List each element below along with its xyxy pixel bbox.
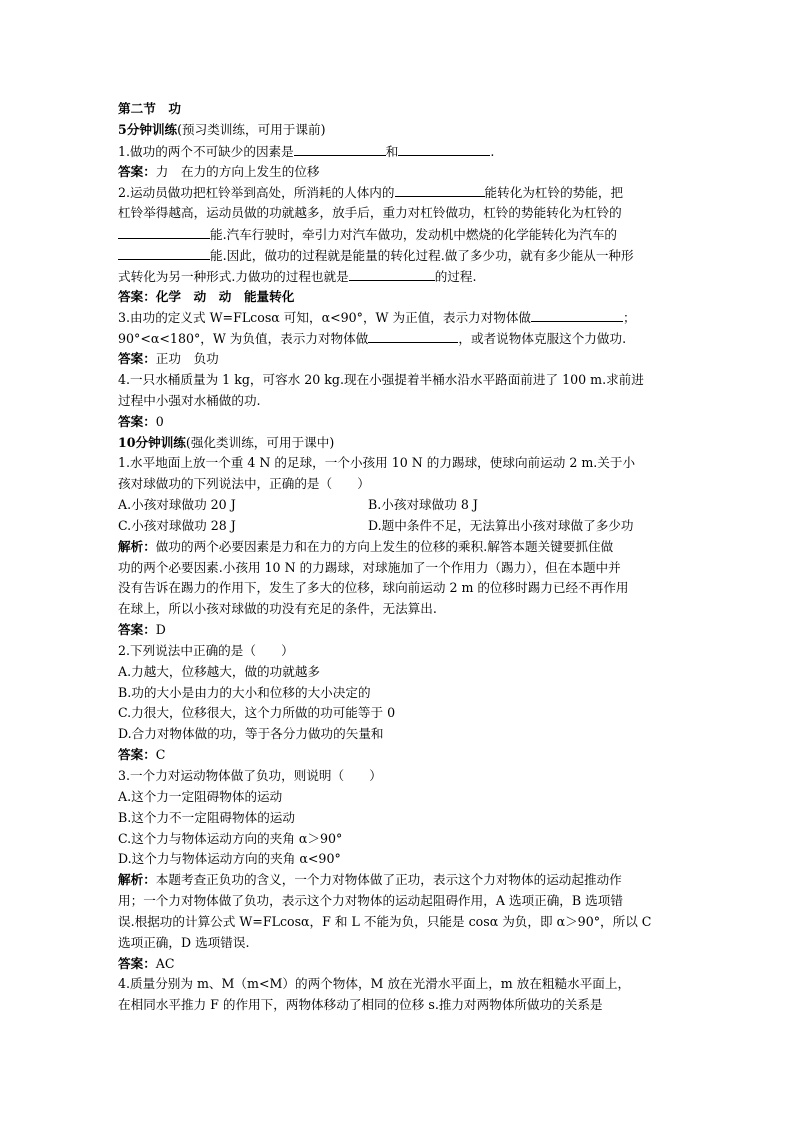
worksheet-page — [118, 99, 678, 1016]
q5-3-line2-a: 90°<α<180°，W 为负值，表示力对物体做 — [118, 331, 369, 347]
answer-label: 答案： — [118, 955, 156, 971]
q10-1-options-ab — [118, 495, 678, 516]
q10-3-analysis-1 — [118, 870, 678, 891]
q5-2-line1-b: 能转化为杠铃的势能，把 — [484, 185, 624, 201]
q5-1-blank-1[interactable] — [294, 141, 386, 156]
q10-4-line-1: 4.质量分别为 m、M（m<M）的两个物体，M 放在光滑水平面上，m 放在粗糙水平面上， — [118, 976, 631, 992]
answer-label: 答案： — [118, 622, 156, 638]
section-title: 第二节 功 — [118, 101, 181, 116]
q5-3-line-1 — [118, 307, 678, 328]
q5-2-blank-4[interactable] — [349, 266, 435, 281]
q5-1-answer — [118, 162, 678, 183]
q10-3-stem: 3.一个力对运动物体做了负功，则说明（ ） — [118, 768, 382, 783]
q5-2-line1-a: 2.运动员做功把杠铃举到高处，所消耗的人体内的 — [118, 185, 395, 201]
q10-3-analysis-2: 用；一个力对物体做了负功，表示这个力对物体的运动起阻碍作用，A 选项正确，B 选项错 — [118, 893, 623, 909]
q5-2-line-3 — [118, 224, 678, 245]
q10-1-answer — [118, 620, 678, 641]
answer-label: 答案： — [118, 163, 156, 179]
q10-3-analysis-3: 误.根据功的计算公式 W=FLcosα，F 和 L 不能为负，只能是 cosα 为负，即 α＞90°，所以 C — [118, 913, 652, 929]
q5-2-line4-b: 能.因此，做功的过程就是能量的转化过程.做了多少功，就有多少能从一种形 — [210, 247, 634, 263]
q10-3-option-c: C.这个力与物体运动方向的夹角 α＞90° — [118, 830, 343, 846]
q5-2-answer — [118, 287, 678, 308]
q5-4-line-1: 4.一只水桶质量为 1 kg，可容水 20 kg.现在小强提着半桶水沿水平路面前进了 100 m.求前进 — [118, 371, 644, 387]
q10-1-analysis-1 — [118, 537, 678, 558]
q5-4-answer — [118, 412, 678, 433]
part10-heading-line — [118, 433, 678, 454]
q10-1-option-a: A.小孩对球做功 20 J — [118, 497, 236, 513]
q5-2-blank-3[interactable] — [118, 245, 210, 260]
q5-2-line-5 — [118, 266, 678, 287]
q10-3-option-a: A.这个力一定阻碍物体的运动 — [118, 788, 283, 804]
answer-label: 答案： — [118, 413, 156, 429]
answer-label: 答案： — [118, 747, 156, 763]
q10-1-option-b: B.小孩对球做功 8 J — [368, 497, 478, 513]
q5-1-stem-a: 1.做功的两个不可缺少的因素是 — [118, 143, 294, 159]
q5-2-answer-text: 化学 动 动 能量转化 — [155, 288, 295, 304]
q10-1-analysis-text-1: 做功的两个必要因素是力和在力的方向上发生的位移的乘积.解答本题关键要抓住做 — [155, 538, 614, 554]
q5-2-line-1 — [118, 182, 678, 203]
q10-3-option-b: B.这个力不一定阻碍物体的运动 — [118, 809, 295, 825]
part10-heading: 10分钟训练 — [118, 434, 186, 450]
q10-1-option-d: D.题中条件不足，无法算出小孩对球做了多少功 — [368, 517, 634, 533]
q10-3-analysis-text-1: 本题考查正负功的含义，一个力对物体做了正功，表示这个力对物体的运动起推动作 — [155, 872, 622, 888]
q5-3-answer — [118, 349, 678, 370]
q5-2-line5-b: 的过程. — [434, 268, 477, 284]
answer-label: 答案： — [118, 288, 156, 304]
q10-1-answer-text: D — [155, 622, 166, 638]
q5-1-stem-c: . — [490, 143, 495, 159]
q5-4-line-2: 过程中小强对水桶做的功. — [118, 392, 261, 408]
q10-2-option-d: D.合力对物体做的功，等于各分力做功的矢量和 — [118, 726, 384, 742]
q5-1-answer-text: 力 在力的方向上发生的位移 — [155, 163, 320, 179]
q10-2-option-a: A.力越大，位移越大，做的功就越多 — [118, 663, 321, 679]
q5-2-line-4 — [118, 245, 678, 266]
q10-3-answer-text: AC — [155, 955, 175, 971]
q5-2-line3-b: 能.汽车行驶时，牵引力对汽车做功，发动机中燃烧的化学能转化为汽车的 — [210, 227, 618, 243]
q10-4-line-2: 在相同水平推力 F 的作用下，两物体移动了相同的位移 s.推力对两物体所做功的关系是 — [118, 997, 603, 1013]
q5-2-line-2: 杠铃举得越高，运动员做的功就越多，放手后，重力对杠铃做功，杠铃的势能转化为杠铃的 — [118, 205, 622, 221]
q10-2-answer-text: C — [155, 747, 166, 763]
part5-heading-line — [118, 120, 678, 141]
part5-heading: 5分钟训练 — [118, 121, 178, 137]
q5-1-blank-2[interactable] — [398, 141, 490, 156]
q5-3-blank-1[interactable] — [531, 307, 623, 322]
q10-1-options-cd — [118, 516, 678, 537]
q10-2-stem: 2.下列说法中正确的是（ ） — [118, 642, 294, 658]
q10-2-option-c: C.力很大，位移很大，这个力所做的功可能等于 0 — [118, 705, 396, 721]
q5-3-blank-2[interactable] — [368, 328, 458, 343]
q10-3-option-d: D.这个力与物体运动方向的夹角 α<90° — [118, 851, 341, 867]
part5-heading-note: (预习类训练，可用于课前) — [177, 121, 326, 137]
analysis-label: 解析： — [118, 538, 156, 554]
q10-1-line-2: 孩对球做功的下列说法中，正确的是（ ） — [118, 476, 370, 492]
q10-2-option-b: B.功的大小是由力的大小和位移的大小决定的 — [118, 684, 371, 700]
q5-2-line5-a: 式转化为另一种形式.力做功的过程也就是 — [118, 268, 349, 284]
q10-1-analysis-2: 功的两个必要因素.小孩用 10 N 的力踢球，对球施加了一个作用力（踢力），但在本题中并 — [118, 559, 621, 575]
q10-1-analysis-3: 没有告诉在踢力的作用下，发生了多大的位移，球向前运动 2 m 的位移时踢力已经不再作用 — [118, 580, 629, 596]
q10-3-answer — [118, 954, 678, 975]
q5-3-line1-b: ； — [623, 310, 636, 326]
answer-label: 答案： — [118, 351, 156, 367]
q5-3-line-2 — [118, 328, 678, 349]
q5-1-stem — [118, 141, 678, 162]
analysis-label: 解析： — [118, 872, 156, 888]
q10-1-line-1: 1.水平地面上放一个重 4 N 的足球，一个小孩用 10 N 的力踢球，使球向前运动 2 m.关于小 — [118, 455, 636, 471]
q5-3-line2-b: ，或者说物体克服这个力做功. — [458, 331, 627, 347]
q10-1-option-c: C.小孩对球做功 28 J — [118, 517, 236, 533]
part10-heading-note: (强化类训练，可用于课中) — [185, 434, 335, 450]
q5-2-blank-1[interactable] — [395, 182, 485, 197]
q5-2-blank-2[interactable] — [118, 224, 210, 239]
q5-1-stem-b: 和 — [385, 143, 399, 159]
q5-3-answer-text: 正功 负功 — [155, 351, 219, 367]
q10-3-analysis-4: 选项正确，D 选项错误. — [118, 934, 250, 950]
q10-2-answer — [118, 745, 678, 766]
q10-1-analysis-4: 在球上，所以小孩对球做的功没有充足的条件，无法算出. — [118, 601, 437, 617]
q5-3-line1-a: 3.由功的定义式 W=FLcosα 可知，α<90°，W 为正值，表示力对物体做 — [118, 310, 532, 326]
q5-4-answer-text: 0 — [155, 413, 164, 429]
